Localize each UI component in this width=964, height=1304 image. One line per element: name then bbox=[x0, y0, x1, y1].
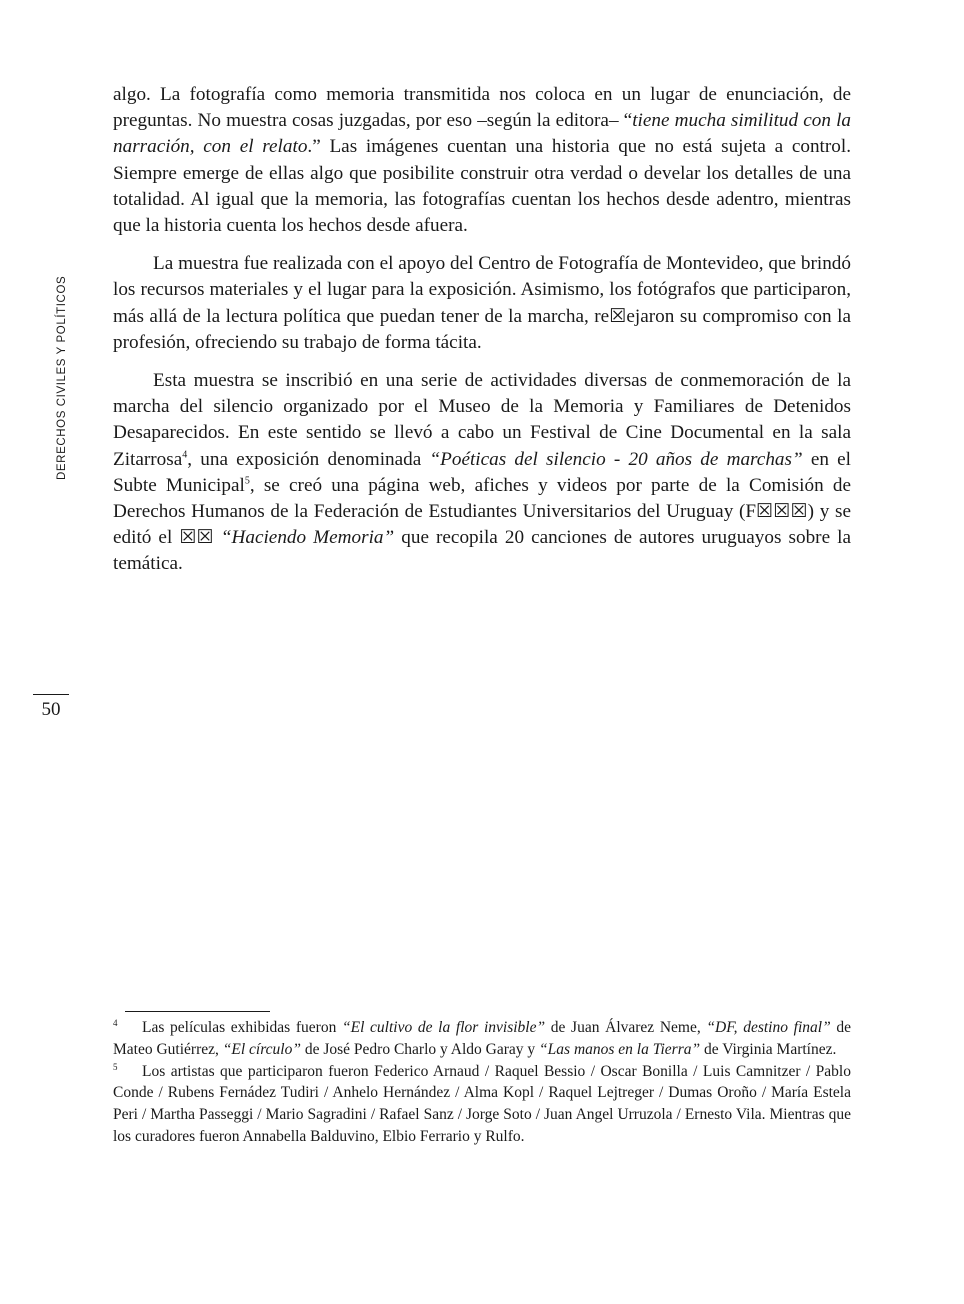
paragraph-2-text: La muestra fue realizada con el apoyo del Centro de Fotografía de Montevideo, que brindó los recursos materiales y el lugar para la exposición. Asimismo, los fotógrafos que participaron, más allá de la lectura política que puedan tener de la marcha, re☒ejaron su compromiso con la profesión, ofreciendo su trabajo de forma tácita. bbox=[113, 253, 851, 353]
footnote-5 bbox=[113, 1061, 851, 1148]
footnote-separator bbox=[125, 1011, 270, 1012]
footnote-4 bbox=[113, 1017, 851, 1061]
body-text bbox=[113, 82, 851, 578]
paragraph-3-album-title: “Haciendo Memoria” bbox=[220, 527, 395, 549]
footnote-ref-4: 4 bbox=[182, 449, 188, 461]
paragraph-3-exhibition-title: “Poéticas del silencio - 20 años de marchas” bbox=[429, 448, 803, 470]
footnote-4-mark: 4 bbox=[113, 1018, 118, 1028]
footnote-4-film-3: “El círculo” bbox=[222, 1040, 301, 1058]
footnote-4-text-d: de José Pedro Charlo y Aldo Garay y bbox=[300, 1040, 540, 1058]
paragraph-3-text-e: que recopila 20 canciones de autores uruguayos sobre la temática. bbox=[113, 527, 851, 575]
paragraph-1-quote: tiene mucha similitud con la narración, con el relato bbox=[113, 110, 851, 158]
paragraph-1 bbox=[113, 82, 851, 239]
footnote-4-film-2: “DF, destino final” bbox=[706, 1019, 831, 1036]
paragraph-3-text-a: Esta muestra se inscribió en una serie de actividades diversas de conmemoración de la marcha del silencio organizado por el Museo de la Memoria y Familiares de Detenidos Desaparecidos. En este sentido se llevó a cabo un Festival de Cine Documental en la sala Zitarrosa bbox=[113, 370, 851, 470]
paragraph-3-text-b: , una exposición denominada bbox=[187, 448, 430, 470]
paragraph-3 bbox=[113, 368, 851, 578]
footnote-5-text: Los artistas que participaron fueron Federico Arnaud / Raquel Bessio / Oscar Bonilla / Luis Camnitzer / Pablo Conde / Rubens Fernádez Tudiri / Anhelo Hernández / Alma Kopl / Raquel Lejtreger / Dumas Oroño / María Estela Peri / Martha Passeggi / Mario Sagradini / Rafael Sanz / Jorge Soto / Juan Angel Urruzola / Ernesto Vila. Mientras que los curadores fueron Annabella Balduvino, Elbio Ferrario y Rulfo. bbox=[113, 1062, 851, 1145]
paragraph-3-text-c: en el Subte Municipal bbox=[113, 448, 851, 496]
footnote-4-text-e: de Virginia Martínez. bbox=[700, 1040, 837, 1058]
paragraph-1-text-b: .” Las imágenes cuentan una historia que no está sujeta a control. Siempre emerge de ellas algo que posibilite construir otra verdad o develar los detalles de una totalidad. Al igual que la memoria, las fotografías cuentan los hechos desde adentro, mientras que la historia cuenta los hechos desde afuera. bbox=[113, 136, 851, 237]
footnote-4-text-c: de Mateo Gutiérrez, bbox=[113, 1019, 851, 1058]
footnote-ref-5: 5 bbox=[244, 475, 250, 487]
footnote-4-film-4: “Las manos en la Tierra” bbox=[539, 1040, 701, 1058]
paragraph-2 bbox=[113, 251, 851, 356]
paragraph-1-text-a: algo. La fotografía como memoria transmitida nos coloca en un lugar de enunciación, de preguntas. No muestra cosas juzgadas, por eso –según la editora– “ bbox=[113, 84, 851, 132]
footnote-4-text-a: Las películas exhibidas fueron bbox=[142, 1019, 342, 1036]
running-title: DERECHOS CIVILES Y POLÍTICOS bbox=[56, 275, 68, 480]
footnote-4-text-b: de Juan Álvarez Neme, bbox=[545, 1019, 707, 1036]
footnotes bbox=[113, 1017, 851, 1148]
page-number-rule bbox=[33, 694, 69, 695]
page-number: 50 bbox=[41, 699, 61, 720]
footnote-5-mark: 5 bbox=[113, 1061, 118, 1072]
footnote-4-film-1: “El cultivo de la flor invisible” bbox=[341, 1019, 546, 1036]
paragraph-3-text-d: , se creó una página web, afiches y videos por parte de la Comisión de Derechos Humanos de la Federación de Estudiantes Universitarios del Uruguay (F☒☒☒) y se editó el ☒☒ bbox=[113, 474, 851, 549]
